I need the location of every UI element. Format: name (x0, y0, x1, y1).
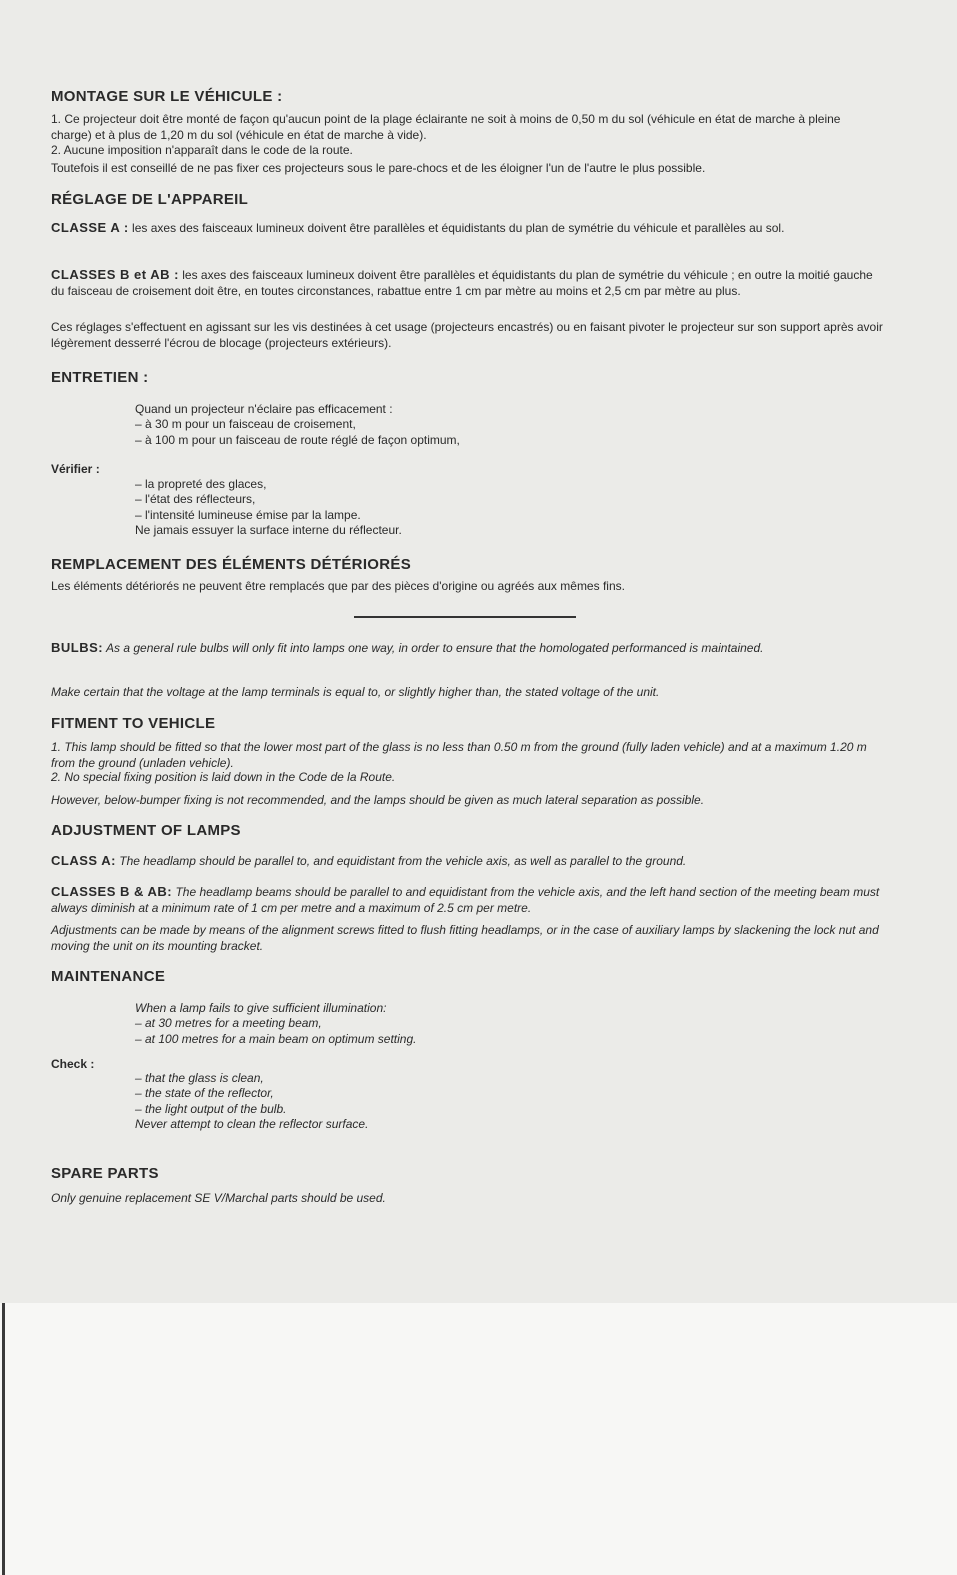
classes-b-en-text: The headlamp beams should be parallel to and equidistant from the vehicle axis, and the left hand section of the meeting beam must always diminish at a minimum rate of 1 cm per metre and a maximum of 2.5 cm per metre. (51, 885, 880, 915)
fitment-paragraph-3: However, below-bumper fixing is not recommended, and the lamps should be given as much lateral separation as possible. (51, 793, 705, 807)
entretien-check-list (135, 477, 402, 538)
reglage-paragraph: Ces réglages s'effectuent en agissant sur les vis destinées à cet usage (projecteurs encastrés) ou en faisant pivoter le projecteur sur son support après avoir légèrement desserré l'écrou de blocage (projecteurs extérieurs). (51, 320, 883, 350)
montage-paragraph-2: 2. Aucune imposition n'apparaît dans le code de la route. (51, 143, 353, 157)
maintenance-check-2: – the state of the reflector, (135, 1086, 274, 1101)
maintenance-item-1: – at 30 metres for a meeting beam, (135, 1016, 322, 1031)
verifier-label: Vérifier : (51, 462, 100, 476)
classes-b-text: les axes des faisceaux lumineux doivent être parallèles et équidistants du plan de symétrie du véhicule ; en outre la moitié gauche du faisceau de croisement doit être, en toutes circonstances, rabattue entre 1 cm par mètre au moins et 2,5 cm par mètre au plus. (51, 268, 873, 298)
class-a-text: The headlamp should be parallel to, and equidistant from the vehicle axis, as well as parallel to the ground. (115, 854, 687, 868)
montage-paragraph-1: 1. Ce projecteur doit être monté de façon qu'aucun point de la plage éclairante ne soit à moins de 0,50 m du sol (véhicule en état de marche à pleine charge) et à plus de 1,20 m du sol (véhicule en état de marche à vide). (51, 112, 841, 142)
heading-remplacement: REMPLACEMENT DES ÉLÉMENTS DÉTÉRIORÉS (51, 556, 411, 573)
fitment-paragraph-2: 2. No special fixing position is laid down in the Code de la Route. (51, 770, 396, 784)
heading-entretien: ENTRETIEN : (51, 369, 149, 386)
heading-spare-parts: SPARE PARTS (51, 1165, 159, 1182)
entretien-check-4: Ne jamais essuyer la surface interne du réflecteur. (135, 522, 402, 537)
class-a-paragraph (51, 853, 883, 870)
heading-fitment: FITMENT TO VEHICLE (51, 715, 216, 732)
fitment-paragraph-1: 1. This lamp should be fitted so that the lower most part of the glass is no less than 0.50 m from the ground (fully laden vehicle) and at a maximum 1.20 m from the ground (unladen vehicle). (51, 740, 867, 770)
classes-b-en-label: CLASSES B & AB: (51, 884, 173, 899)
heading-adjustment: ADJUSTMENT OF LAMPS (51, 822, 241, 839)
heading-reglage: RÉGLAGE DE L'APPAREIL (51, 191, 249, 208)
maintenance-check-4: Never attempt to clean the reflector surface. (135, 1116, 369, 1131)
maintenance-intro: When a lamp fails to give sufficient illumination: (135, 1001, 387, 1015)
classes-b-en-paragraph (51, 884, 883, 916)
adjustment-paragraph: Adjustments can be made by means of the alignment screws fitted to flush fitting headlamps, or in the case of auxiliary lamps by slackening the lock nut and moving the unit on its mounting bracket. (51, 923, 879, 953)
classes-b-label: CLASSES B et AB : (51, 267, 179, 282)
maintenance-check-3: – the light output of the bulb. (135, 1101, 287, 1116)
entretien-check-3: – l'intensité lumineuse émise par la lampe. (135, 507, 361, 522)
section-divider (354, 616, 576, 618)
voltage-paragraph: Make certain that the voltage at the lamp terminals is equal to, or slightly higher than, the stated voltage of the unit. (51, 685, 660, 699)
class-a-label: CLASS A: (51, 853, 116, 868)
classe-a-text: les axes des faisceaux lumineux doivent être parallèles et équidistants du plan de symétrie du véhicule et parallèles au sol. (128, 221, 785, 235)
entretien-item-1: – à 30 m pour un faisceau de croisement, (135, 417, 356, 432)
check-label: Check : (51, 1057, 95, 1071)
remplacement-paragraph: Les éléments détériorés ne peuvent être remplacés que par des pièces d'origine ou agréés aux mêmes fins. (51, 579, 625, 593)
maintenance-check-1: – that the glass is clean, (135, 1071, 264, 1085)
entretien-check-2: – l'état des réflecteurs, (135, 492, 256, 507)
spare-parts-paragraph: Only genuine replacement SE V/Marchal parts should be used. (51, 1191, 386, 1205)
maintenance-check-list (135, 1071, 368, 1132)
bulbs-paragraph (51, 640, 883, 657)
entretien-intro: Quand un projecteur n'éclaire pas efficacement : (135, 402, 393, 416)
classe-a-paragraph (51, 220, 883, 237)
page-edge (2, 1303, 5, 1575)
entretien-intro-list (135, 402, 460, 448)
classes-b-paragraph (51, 267, 883, 299)
entretien-check-1: – la propreté des glaces, (135, 477, 267, 491)
entretien-item-2: – à 100 m pour un faisceau de route réglé de façon optimum, (135, 432, 460, 447)
montage-paragraph-3: Toutefois il est conseillé de ne pas fixer ces projecteurs sous le pare-chocs et de les éloigner l'un de l'autre le plus possible. (51, 161, 706, 175)
heading-maintenance: MAINTENANCE (51, 968, 166, 985)
maintenance-item-2: – at 100 metres for a main beam on optimum setting. (135, 1031, 417, 1046)
bulbs-text: As a general rule bulbs will only fit into lamps one way, in order to ensure that the homologated performanced is maintained. (103, 641, 764, 655)
classe-a-label: CLASSE A : (51, 220, 129, 235)
scan-background (0, 1303, 957, 1575)
bulbs-label: BULBS: (51, 640, 104, 655)
maintenance-intro-list (135, 1001, 416, 1047)
heading-montage: MONTAGE SUR LE VÉHICULE : (51, 88, 283, 105)
